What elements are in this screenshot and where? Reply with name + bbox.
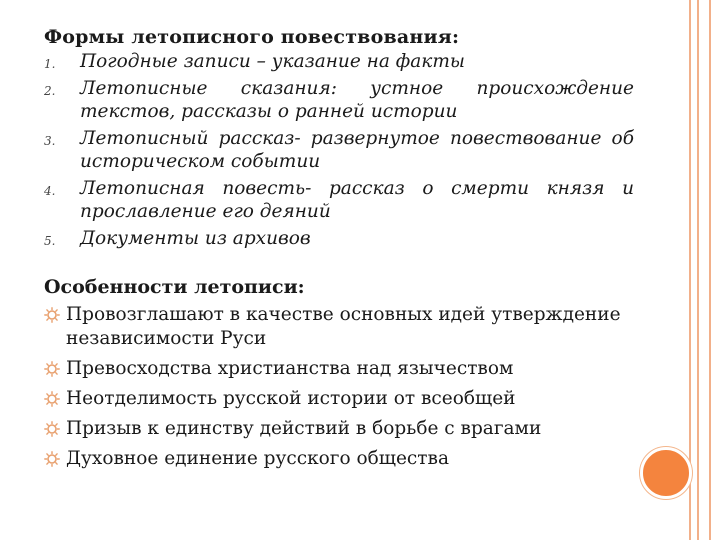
list-number: 5.: [44, 234, 56, 248]
decorative-circle: [640, 447, 692, 499]
list-number: 4.: [44, 184, 56, 198]
list-item-text: Погодные записи – указание на факты: [80, 51, 465, 72]
sun-bullet-icon: [44, 361, 60, 377]
features-heading: Особенности летописи:: [44, 276, 305, 298]
list-item-text: Летописный рассказ- развернутое повествование об историческом событии: [80, 128, 634, 172]
features-list-item: [44, 447, 634, 471]
list-item-text: Документы из архивов: [80, 228, 311, 249]
features-list-item: [44, 417, 634, 441]
forms-list: [44, 50, 634, 250]
decorative-side-line: [709, 0, 711, 540]
list-number: 3.: [44, 134, 56, 148]
forms-heading: Формы летописного повествования:: [44, 26, 460, 48]
sun-bullet-icon: [44, 421, 60, 437]
list-item-text: Летописные сказания: устное происхождение текстов, рассказы о ранней истории: [80, 78, 634, 122]
features-list: [44, 303, 634, 471]
list-item-text: Провозглашают в качестве основных идей утверждение независимости Руси: [66, 304, 621, 349]
list-item-text: Призыв к единству действий в борьбе с врагами: [66, 418, 542, 439]
list-item-text: Неотделимость русской истории от всеобщей: [66, 388, 516, 409]
sun-bullet-icon: [44, 451, 60, 467]
features-list-item: [44, 303, 634, 351]
list-number: 1.: [44, 57, 56, 71]
slide-content: [44, 24, 634, 477]
features-list-item: [44, 357, 634, 381]
list-item-text: Превосходства христианства над язычеством: [66, 358, 514, 379]
forms-list-item: [44, 77, 634, 123]
list-item-text: Духовное единение русского общества: [66, 448, 449, 469]
sun-bullet-icon: [44, 307, 60, 323]
forms-list-item: [44, 127, 634, 173]
forms-list-item: [44, 177, 634, 223]
list-item-text: Летописная повесть- рассказ о смерти князя и прославление его деяний: [80, 178, 634, 222]
decorative-side-bar: [689, 0, 699, 540]
forms-list-item: [44, 50, 634, 73]
forms-list-item: [44, 227, 634, 250]
sun-bullet-icon: [44, 391, 60, 407]
features-list-item: [44, 387, 634, 411]
list-number: 2.: [44, 84, 56, 98]
